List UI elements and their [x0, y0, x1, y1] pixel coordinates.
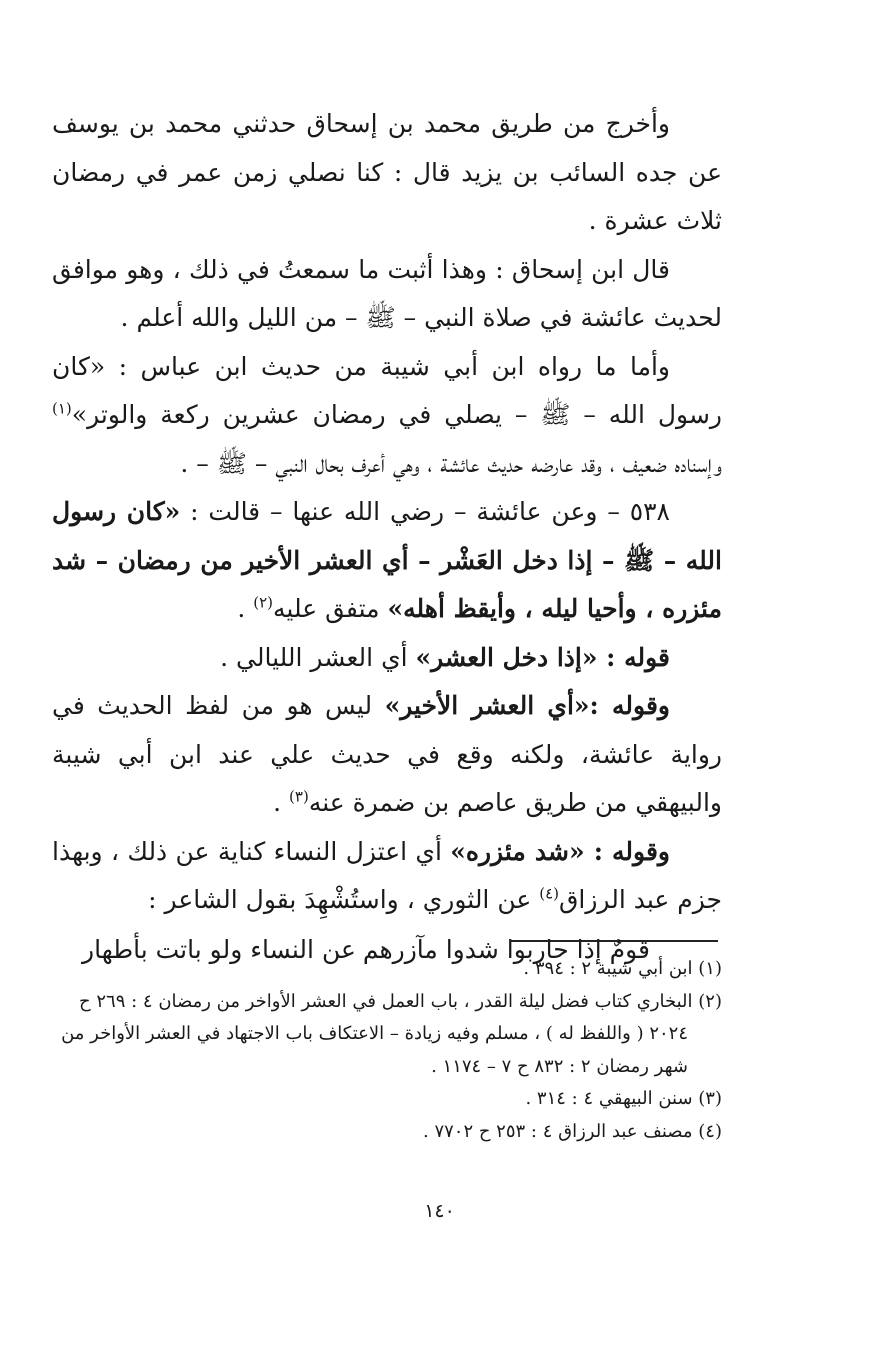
commentary-3	[52, 828, 722, 925]
footnote-ref-2: (٢)	[253, 593, 273, 612]
hadith-538-text: «كان رسول الله – ﷺ – إذا دخل العَشْر – أي العشر الأخير من رمضان – شد مئزره ، وأحيا ليله ، وأيقظ أهله»	[52, 497, 722, 623]
commentary-3-text-b: عن الثوري ، واستُشْهِدَ بقول الشاعر :	[148, 885, 540, 914]
paragraph-2	[52, 246, 722, 343]
verse-hemistich-1: قومٌ إذا حاربوا شدوا مآزرهم	[362, 934, 650, 964]
footnote-2-line-2: ٢٠٢٤ ( واللفظ له ) ، مسلم وفيه زيادة – الاعتكاف باب الاجتهاد في العشر الأواخر من	[61, 1023, 688, 1044]
paragraph-1-text: وأخرج من طريق محمد بن إسحاق حدثني محمد بن يوسف عن جده السائب بن يزيد قال : كنا نصلي زمن عمر في رمضان ثلاث عشرة .	[52, 109, 722, 235]
footnote-ref-3: (٣)	[289, 787, 309, 806]
hadith-538-intro: ٥٣٨ – وعن عائشة – رضي الله عنها – قالت :	[180, 497, 670, 526]
footnote-separator	[510, 940, 718, 942]
footnote-ref-4: (٤)	[539, 884, 560, 903]
footnote-4: (٤) مصنف عبد الرزاق ٤ : ٢٥٣ ح ٧٧٠٢ .	[422, 1120, 722, 1142]
hadith-538	[52, 488, 722, 634]
main-text	[52, 100, 722, 975]
paragraph-3	[52, 343, 722, 489]
paragraph-3-text-b: وإسناده ضعيف ، وقد عارضه حديث عائشة ، وهي أعرف بحال النبي – ﷺ – .	[180, 448, 722, 478]
commentary-2	[52, 682, 722, 828]
footnote-2-line-1: (٢) البخاري كتاب فضل ليلة القدر ، باب العمل في العشر الأواخر من رمضان ٤ : ٢٦٩ ح	[79, 990, 722, 1012]
commentary-3-quote: «شد مئزره»	[450, 836, 585, 866]
commentary-1-lead: قوله :	[597, 642, 670, 672]
footnote-ref-1: (١)	[52, 399, 72, 418]
page-number: ١٤٠	[424, 1200, 455, 1222]
commentary-2-quote: «أي العشر الأخير»	[384, 691, 590, 720]
verse-hemistich-2: عن النساء ولو باتت بأطهار	[82, 934, 356, 964]
paragraph-3-text-a: وأما ما رواه ابن أبي شيبة من حديث ابن عباس : «كان رسول الله – ﷺ – يصلي في رمضان عشرين ركعة والوتر»	[52, 351, 722, 429]
paragraph-2-text: قال ابن إسحاق : وهذا أثبت ما سمعتُ في ذلك ، وهو موافق لحديث عائشة في صلاة النبي – ﷺ – من الليل والله أعلم .	[52, 254, 722, 332]
commentary-3-lead: وقوله :	[584, 836, 670, 866]
hadith-538-end: .	[237, 594, 254, 623]
footnotes	[52, 953, 722, 1148]
commentary-3-text-a: أي اعتزل النساء كناية عن ذلك ، وبهذا جزم عبد الرزاق	[52, 836, 722, 914]
footnote-1: (١) ابن أبي شيبة ٢ : ٣٩٤ .	[523, 958, 722, 979]
commentary-2-text: ليس هو من لفظ الحديث في رواية عائشة، ولكنه وقع في حديث علي عند ابن أبي شيبة والبيهقي من طريق عاصم بن ضمرة عنه	[52, 691, 722, 817]
commentary-1-quote: «إذا دخل العشر»	[415, 642, 598, 672]
commentary-1	[52, 634, 722, 683]
commentary-1-text: أي العشر الليالي .	[220, 642, 416, 672]
footnote-2-line-3: شهر رمضان ٢ : ٨٣٢ ح ٧ – ١١٧٤ .	[431, 1055, 688, 1077]
paragraph-1	[52, 100, 722, 246]
commentary-2-end: .	[273, 788, 290, 817]
commentary-2-lead: وقوله :	[589, 691, 670, 720]
hadith-538-source: متفق عليه	[273, 594, 388, 623]
footnote-3: (٣) سنن البيهقي ٤ : ٣١٤ .	[525, 1088, 722, 1109]
